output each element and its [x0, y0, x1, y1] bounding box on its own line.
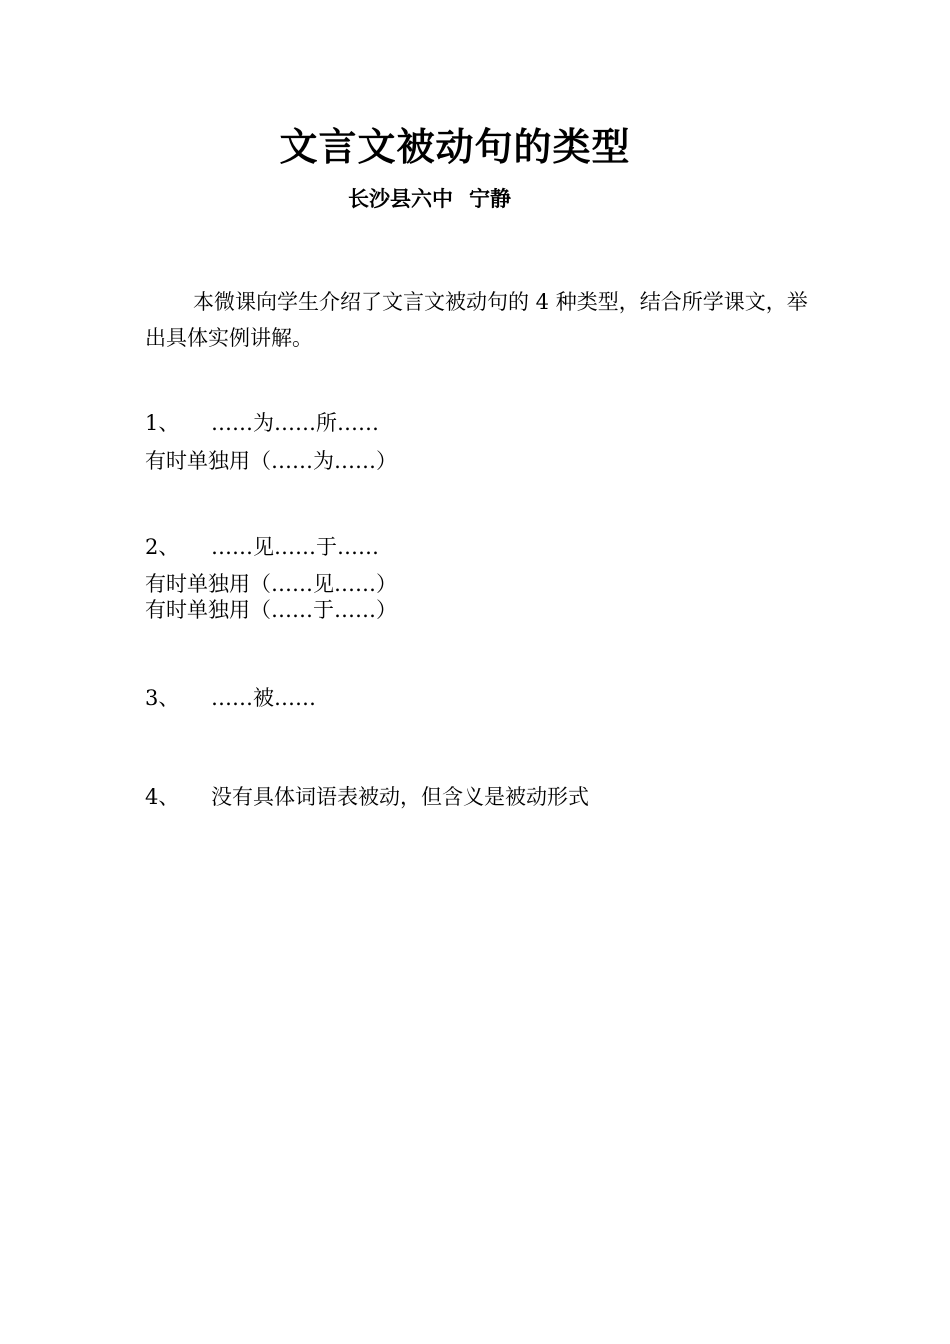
intro-paragraph: 本微课向学生介绍了文言文被动句的 4 种类型，结合所学课文，举出具体实例讲解。 [145, 290, 808, 350]
item-pattern: ……被…… [211, 686, 316, 710]
item-number: 4、 [145, 785, 180, 809]
item-number: 1、 [145, 411, 180, 435]
list-item-3 [145, 684, 316, 712]
item-note: 有时单独用（……见……） [145, 572, 397, 596]
author-name: 宁静 [469, 187, 511, 211]
item-note: 有时单独用（……于……） [145, 598, 397, 622]
list-item-2 [145, 533, 379, 561]
item-pattern: 没有具体词语表被动，但含义是被动形式 [211, 785, 589, 809]
document-title: 文言文被动句的类型 [279, 125, 631, 169]
author-line [348, 184, 511, 214]
list-item-4 [145, 783, 589, 811]
item-pattern: ……见……于…… [211, 535, 379, 559]
item-note: 有时单独用（……为……） [145, 449, 397, 473]
item-pattern: ……为……所…… [211, 411, 379, 435]
item-number: 2、 [145, 535, 180, 559]
author-school: 长沙县六中 [348, 187, 453, 211]
item-number: 3、 [145, 686, 180, 710]
list-item-1 [145, 409, 379, 437]
